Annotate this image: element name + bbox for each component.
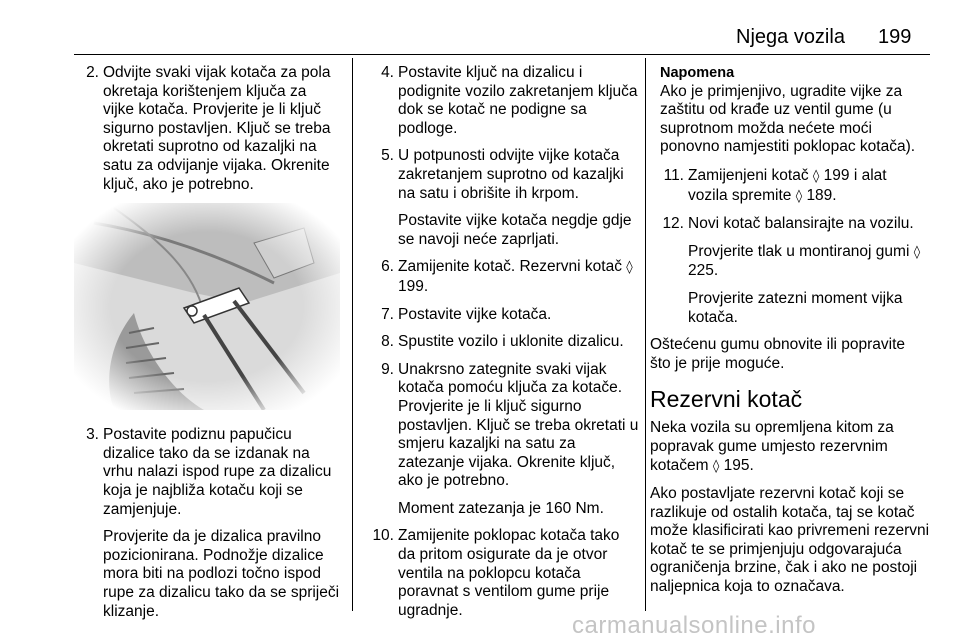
cross-reference-link[interactable]: 189. <box>806 186 837 204</box>
chapter-title: Njega vozila <box>736 26 845 48</box>
cross-reference-link[interactable]: 199. <box>398 277 429 295</box>
page-number: 199 <box>878 26 912 48</box>
cross-reference-link[interactable]: 199 <box>823 166 850 184</box>
note-box <box>660 64 930 157</box>
step-subtext: Moment zatezanja je 160 Nm. <box>398 499 604 517</box>
step-10 <box>360 527 640 620</box>
step-text: Unakrsno zategnite svaki vijak kotača pomoću ključa za kotače. Provjerite je li ključ sigurno postavljen. Ključ se treba okretati u smjeru kazaljki na satu za zatezanje vijaka. Okrenite ključ, ako je potrebno. <box>398 360 639 490</box>
jack-illustration-svg <box>74 203 340 410</box>
cross-reference-icon: ◊ <box>712 458 720 474</box>
step-number: 11. <box>663 166 684 184</box>
tyre-damage-paragraph: Oštećenu gumu obnovite ili popravite što je prije moguće. <box>650 336 906 372</box>
step-9 <box>360 361 640 519</box>
cross-reference-icon: ◊ <box>795 188 803 204</box>
cross-reference-icon: ◊ <box>626 260 633 276</box>
step-text: Postavite podiznu papučicu dizalice tako da se izdanak na vrhu nalazi ispod rupe za dizalicu koja je najbliža kotaču koji se zamjenjuje. <box>103 426 332 518</box>
step-subtext: Provjerite zatezni moment vijka kotača. <box>688 289 903 326</box>
step-subtext: Provjerite tlak u montiranoj gumi <box>688 242 910 260</box>
column-2 <box>360 64 640 629</box>
page-header <box>0 24 960 54</box>
step-subtext: Provjerite da je dizalica pravilno pozicionirana. Podnožje dizalice mora biti na podlozi točno ispod rupe za dizalicu tako da se spriječi klizanje. <box>103 528 340 620</box>
step-7 <box>360 306 640 325</box>
column-divider <box>645 58 646 611</box>
step-text: Spustite vozilo i uklonite dizalicu. <box>398 333 624 351</box>
step-subtext: Postavite vijke kotača negdje gdje se navoji neće zaprljati. <box>398 212 632 248</box>
step-text: i alat vozila spremite <box>688 166 887 204</box>
step-number: 8. <box>381 333 394 351</box>
note-title: Napomena <box>660 65 735 81</box>
step-text: Postavite ključ na dizalicu i podignite vozilo zakretanjem ključa dok se kotač ne podigne sa podloge. <box>398 64 638 137</box>
column-divider <box>352 58 353 611</box>
step-text: Novi kotač balansirajte na vozilu. <box>688 215 914 233</box>
paragraph-text: Ako postavljate rezervni kotač koji se razlikuje od ostalih kotača, taj se kotač može klasificirati kao privremeni rezervni kotač te se primjenjuju odgovarajuća ograničenja brzine, čak i ako ne postoji naljepnica koja to označava. <box>650 485 930 596</box>
step-8 <box>360 333 640 352</box>
cross-reference-link[interactable]: 195. <box>723 456 754 474</box>
cross-reference-icon: ◊ <box>913 244 921 260</box>
step-text: Zamijenite kotač. Rezervni kotač <box>398 258 622 276</box>
column-3 <box>650 64 930 606</box>
step-text: Zamijenite poklopac kotača tako da pritom osigurate da je otvor ventila na poklopcu kotača poravnat s ventilom gume prije ugradnje. <box>398 527 620 619</box>
step-text: Odvijte svaki vijak kotača za pola okretaja korištenjem ključa za vijke kotača. Provjerite je li ključ sigurno postavljen. Ključ se treba okretati suprotno od kazaljki na satu za odvijanje vijaka. Okrenite ključ, ako je potrebno. <box>103 64 331 193</box>
step-number: 9. <box>381 360 394 378</box>
step-number: 12. <box>662 215 684 233</box>
step-number: 10. <box>372 527 394 545</box>
step-3 <box>74 426 340 621</box>
watermark: carmanualsonline.info <box>572 612 816 639</box>
step-text: Postavite vijke kotača. <box>398 305 552 323</box>
step-5 <box>360 147 640 249</box>
step-text: Zamijenjeni kotač <box>688 166 809 184</box>
header-rule <box>74 54 930 55</box>
step-number: 7. <box>381 305 394 323</box>
step-6 <box>360 258 640 296</box>
step-text: U potpunosti odvijte vijke kotača zakretanjem suprotno od kazaljki na satu i obrišite ih krpom. <box>398 147 624 202</box>
step-number: 5. <box>381 147 394 165</box>
column-1 <box>74 64 340 630</box>
step-11 <box>650 167 930 206</box>
jack-under-vehicle-illustration <box>74 203 340 410</box>
paragraph-text: Neka vozila su opremljena kitom za popravak gume umjesto rezervnim kotačem <box>650 419 894 474</box>
step-number: 2. <box>86 64 99 81</box>
section-heading: Rezervni kotač <box>650 386 803 413</box>
step-number: 3. <box>86 426 99 444</box>
step-12 <box>650 215 930 327</box>
step-number: 4. <box>381 64 394 81</box>
step-2 <box>74 64 340 194</box>
step-number: 6. <box>381 258 394 276</box>
note-text: Ako je primjenjivo, ugradite vijke za zaštitu od krađe uz ventil gume (u suprotnom možda nećete moći ponovno namjestiti poklopac kotača). <box>660 82 916 156</box>
cross-reference-link[interactable]: 225. <box>688 262 719 280</box>
cross-reference-icon: ◊ <box>812 168 820 184</box>
step-4 <box>360 64 640 138</box>
